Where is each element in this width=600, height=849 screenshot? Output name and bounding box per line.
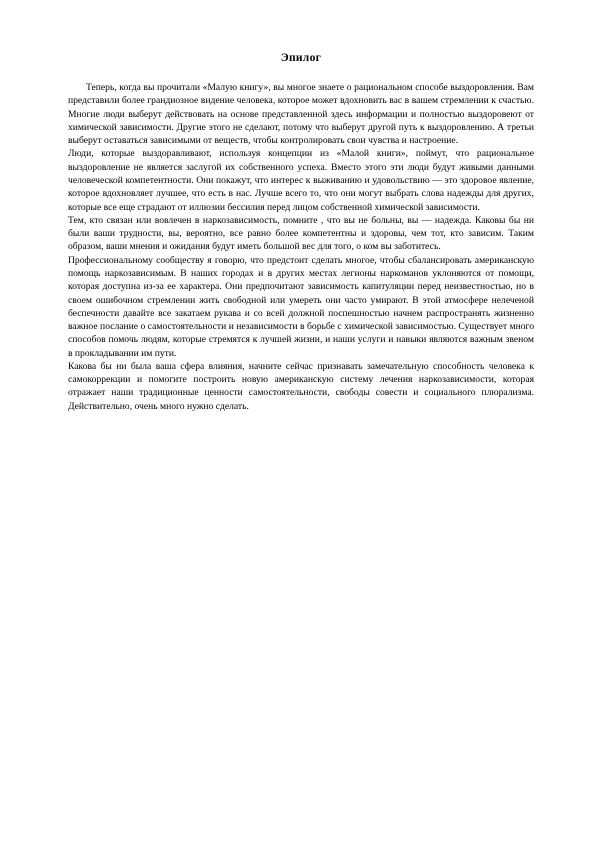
document-body [68,81,534,413]
paragraph-2: Люди, которые выздоравливают, используя концепции из «Малой книги», поймут, что рациональное выздоровление не является заслугой их собственного успеха. Вместо этого эти люди будут живыми данными человеческой компетентности. Они покажут, что интерес к выживанию и удовольствию — это здоровое явление, которое вдохновляет лучшее, что есть в нас. Лучше всего то, что они могут выбрать слова надежды для других, которые все еще страдают от иллюзии бессилия перед лицом собственной химической зависимости. [68,148,534,213]
paragraph-3: Тем, кто связан или вовлечен в наркозависимость, помните , что вы не больны, вы — надежда. Каковы бы ни были ваши трудности, вы, вероятно, все равно более компетентны и здоровы, чем тот, кто зависим. Таким образом, ваши мнения и ожидания будут иметь большой вес для того, о ком вы заботитесь. [68,214,534,253]
page-title: Эпилог [280,52,322,64]
paragraph-5: Какова бы ни была ваша сфера влияния, начните сейчас признавать замечательную способность человека к самокоррекции и помогите построить новую американскую систему лечения наркозависимости, которая отражает наши традиционные ценности самостоятельности, свободы совести и социального плюрализма. Действительно, очень много нужно сделать. [68,360,534,412]
paragraph-4: Профессиональному сообществу я говорю, что предстоит сделать многое, чтобы сбалансировать американскую помощь наркозависимым. В наших городах и в других местах легионы наркоманов уклоняются от помощи, которая доступна из-за ее характера. Они предпочитают зависимость капитуляции перед неизвестностью, но в своем ошибочном стремлении жить свободной или умереть они часто умирают. В этой атмосфере нелеченой беспечности давайте все закатаем рукава и со всей должной поспешностью начнем распространять жизненно важное послание о самостоятельности и независимости в борьбе с химической зависимостью. Существует много способов помочь людям, которые стремятся к лучшей жизни, и наши услуги и навыки являются важным звеном в прокладывании им пути. [68,254,534,359]
paragraph-1: Теперь, когда вы прочитали «Малую книгу», вы многое знаете о рациональном способе выздоровления. Вам представили более грандиозное видение человека, которое может вдохновить вас в вашем стремлении к счастью. Многие люди выберут действовать на основе представленной здесь информации и полностью выздоровеют от химической зависимости. Другие этого не сделают, потому что выберут другой путь к выздоровлению. А третьи выберут оставаться зависимыми от веществ, чтобы контролировать свои чувства и настроение. [68,82,534,147]
